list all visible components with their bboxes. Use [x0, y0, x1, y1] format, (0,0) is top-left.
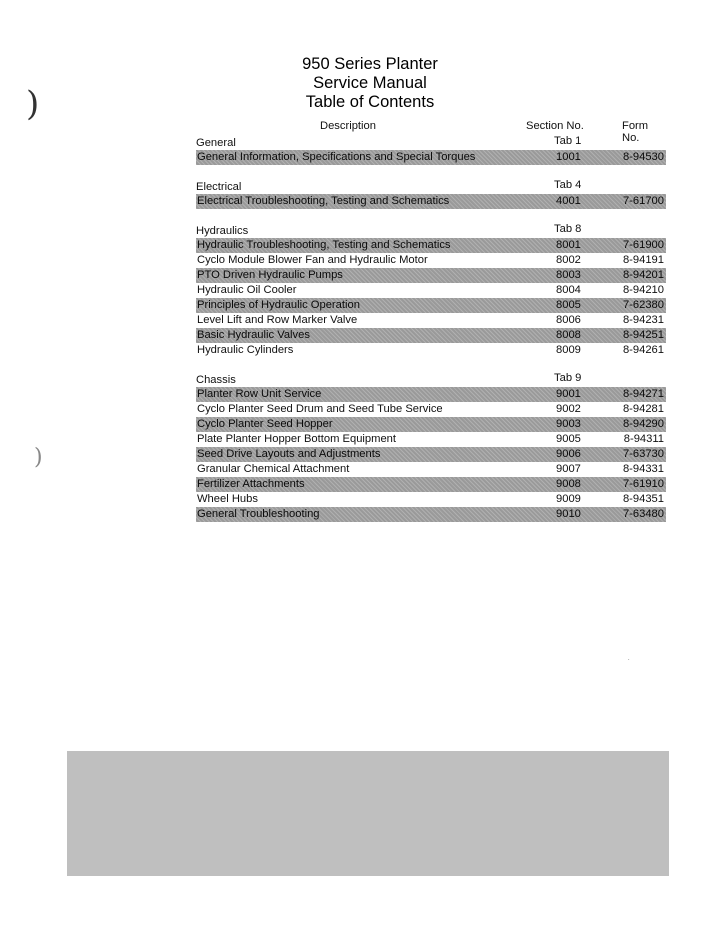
section-name: General [196, 137, 236, 149]
gray-panel [67, 751, 669, 876]
row-form-no: 8-94201 [622, 269, 664, 281]
section-tab: Tab 9 [554, 372, 582, 384]
toc-row [196, 253, 666, 268]
section-name: Chassis [196, 374, 236, 386]
section-heading [196, 135, 666, 150]
row-description: Fertilizer Attachments [197, 478, 305, 490]
row-form-no: 7-61900 [622, 239, 664, 251]
row-description: Electrical Troubleshooting, Testing and Schematics [197, 195, 450, 207]
row-section-no: 8006 [556, 314, 581, 326]
row-description: Hydraulic Oil Cooler [197, 284, 297, 296]
row-section-no: 9006 [556, 448, 581, 460]
form-no-header: Form No. [622, 120, 649, 144]
title-line-2: Service Manual [313, 74, 427, 92]
toc-row [196, 150, 666, 165]
row-form-no: 8-94311 [623, 433, 664, 445]
row-description: Seed Drive Layouts and Adjustments [197, 448, 381, 460]
toc-section [196, 372, 666, 522]
row-form-no: 7-62380 [622, 299, 664, 311]
row-form-no: 8-94290 [622, 418, 664, 430]
row-section-no: 9009 [556, 493, 581, 505]
row-description: Wheel Hubs [197, 493, 258, 505]
toc-row [196, 328, 666, 343]
toc-row [196, 387, 666, 402]
row-description: Cyclo Planter Seed Drum and Seed Tube Service [197, 403, 443, 415]
row-form-no: 7-61910 [622, 478, 664, 490]
description-header: Description [320, 120, 376, 132]
row-section-no: 9001 [556, 388, 581, 400]
toc-row [196, 492, 666, 507]
row-description: General Troubleshooting [197, 508, 320, 520]
section-heading [196, 372, 666, 387]
row-description: Cyclo Module Blower Fan and Hydraulic Motor [197, 254, 428, 266]
row-section-no: 8004 [556, 284, 581, 296]
toc-row [196, 477, 666, 492]
row-description: Plate Planter Hopper Bottom Equipment [197, 433, 396, 445]
toc-row [196, 283, 666, 298]
row-form-no: 7-61700 [622, 195, 664, 207]
row-description: Planter Row Unit Service [197, 388, 322, 400]
toc-section [196, 135, 666, 165]
toc-row [196, 432, 666, 447]
row-section-no: 9003 [556, 418, 581, 430]
row-section-no: 8001 [556, 239, 581, 251]
row-section-no: 8005 [556, 299, 581, 311]
section-name: Electrical [196, 181, 242, 193]
row-description: Hydraulic Cylinders [197, 344, 294, 356]
row-form-no: 8-94351 [622, 493, 664, 505]
row-form-no: 8-94331 [622, 463, 664, 475]
toc-row [196, 343, 666, 358]
row-section-no: 9002 [556, 403, 581, 415]
binder-hole-mark: ) [34, 445, 43, 470]
row-form-no: 8-94530 [622, 151, 664, 163]
row-section-no: 9007 [556, 463, 581, 475]
row-section-no: 9005 [556, 433, 581, 445]
row-description: Cyclo Planter Seed Hopper [197, 418, 333, 430]
row-description: Level Lift and Row Marker Valve [197, 314, 358, 326]
title-line-3: Table of Contents [305, 93, 435, 111]
binder-hole-mark: ) [26, 84, 40, 124]
section-name: Hydraulics [196, 225, 249, 237]
row-form-no: 8-94281 [622, 403, 664, 415]
row-section-no: 1001 [556, 151, 581, 163]
row-description: Granular Chemical Attachment [197, 463, 350, 475]
section-heading [196, 179, 666, 194]
table-of-contents [196, 120, 666, 536]
row-form-no: 8-94251 [622, 329, 664, 341]
row-section-no: 8009 [556, 344, 581, 356]
title-line-1: 950 Series Planter [302, 55, 438, 73]
row-section-no: 9010 [556, 508, 581, 520]
row-section-no: 8008 [556, 329, 581, 341]
row-section-no: 8002 [556, 254, 581, 266]
row-description: Basic Hydraulic Valves [197, 329, 310, 341]
row-description: PTO Driven Hydraulic Pumps [197, 269, 343, 281]
toc-section [196, 223, 666, 358]
toc-section [196, 179, 666, 209]
toc-row [196, 238, 666, 253]
toc-row [196, 268, 666, 283]
row-description: Hydraulic Troubleshooting, Testing and Schematics [197, 239, 451, 251]
row-form-no: 8-94191 [622, 254, 664, 266]
toc-sections [196, 135, 666, 522]
row-form-no: 8-94231 [622, 314, 664, 326]
toc-row [196, 298, 666, 313]
toc-row [196, 402, 666, 417]
toc-row [196, 462, 666, 477]
row-form-no: 8-94261 [622, 344, 664, 356]
section-heading [196, 223, 666, 238]
row-description: General Information, Specifications and Special Torques [197, 151, 476, 163]
toc-row [196, 417, 666, 432]
row-description: Principles of Hydraulic Operation [197, 299, 360, 311]
row-form-no: 8-94271 [622, 388, 664, 400]
row-form-no: 7-63730 [622, 448, 664, 460]
section-tab: Tab 4 [554, 179, 582, 191]
toc-row [196, 507, 666, 522]
toc-row [196, 194, 666, 209]
section-tab: Tab 8 [554, 223, 582, 235]
scan-speck: · [627, 655, 630, 664]
document-title [288, 55, 452, 112]
toc-row [196, 313, 666, 328]
row-form-no: 8-94210 [622, 284, 664, 296]
section-tab: Tab 1 [554, 135, 582, 147]
row-section-no: 9008 [556, 478, 581, 490]
row-form-no: 7-63480 [622, 508, 664, 520]
row-section-no: 8003 [556, 269, 581, 281]
row-section-no: 4001 [556, 195, 581, 207]
section-no-header: Section No. [526, 120, 584, 132]
toc-row [196, 447, 666, 462]
